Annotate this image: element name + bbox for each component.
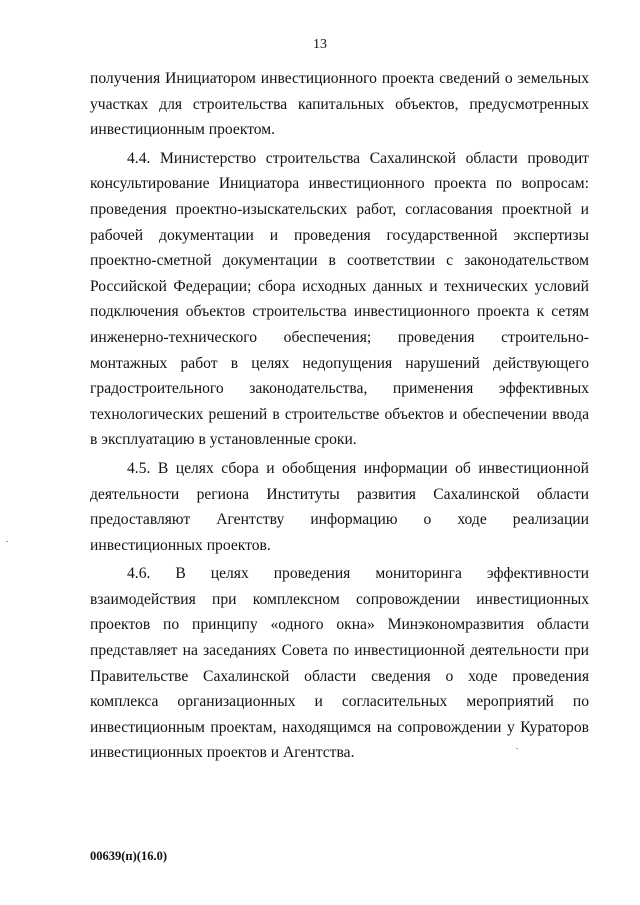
paragraph-4-6: 4.6. В целях проведения мониторинга эффективности взаимодействия при комплексном сопровождении инвестиционных проектов по принципу «одного окна» Минэкономразвития области представляет на заседаниях Совета по инвестиционной деятельности при Правительстве Сахалинской области сведения о ходе проведения комплекса организационных и согласительных мероприятий по инвестиционным проектам, находящимся на сопровождении у Кураторов инвестиционных проектов и Агентства.: [90, 565, 589, 762]
page-number: 13: [313, 37, 327, 52]
scan-speck: [516, 748, 518, 749]
document-code: 00639(п)(16.0): [90, 849, 167, 863]
paragraph-continuation: получения Инициатором инвестиционного проекта сведений о земельных участках для строительства капитальных объектов, предусмотренных инвестиционным проектом.: [90, 70, 589, 139]
document-body: [90, 66, 589, 766]
scan-speck: [6, 541, 8, 542]
paragraph-4-4: 4.4. Министерство строительства Сахалинской области проводит консультирование Инициатора инвестиционного проекта по вопросам: проведения проектно-изыскательских работ, согласования проектной и рабочей документации и проведения государственной экспертизы проектно-сметной документации в соответствии с законодательством Российской Федерации; сбора исходных данных и технических условий подключения объектов строительства инвестиционного проекта к сетям инженерно-технического обеспечения; проведения строительно-монтажных работ в целях недопущения нарушений действующего градостроительного законодательства, применения эффективных технологических решений в строительстве объектов и обеспечении ввода в эксплуатацию в установленные сроки.: [90, 149, 589, 449]
paragraph-4-5: 4.5. В целях сбора и обобщения информации об инвестиционной деятельности региона Институты развития Сахалинской области предоставляют Агентству информацию о ходе реализации инвестиционных проектов.: [90, 459, 589, 554]
